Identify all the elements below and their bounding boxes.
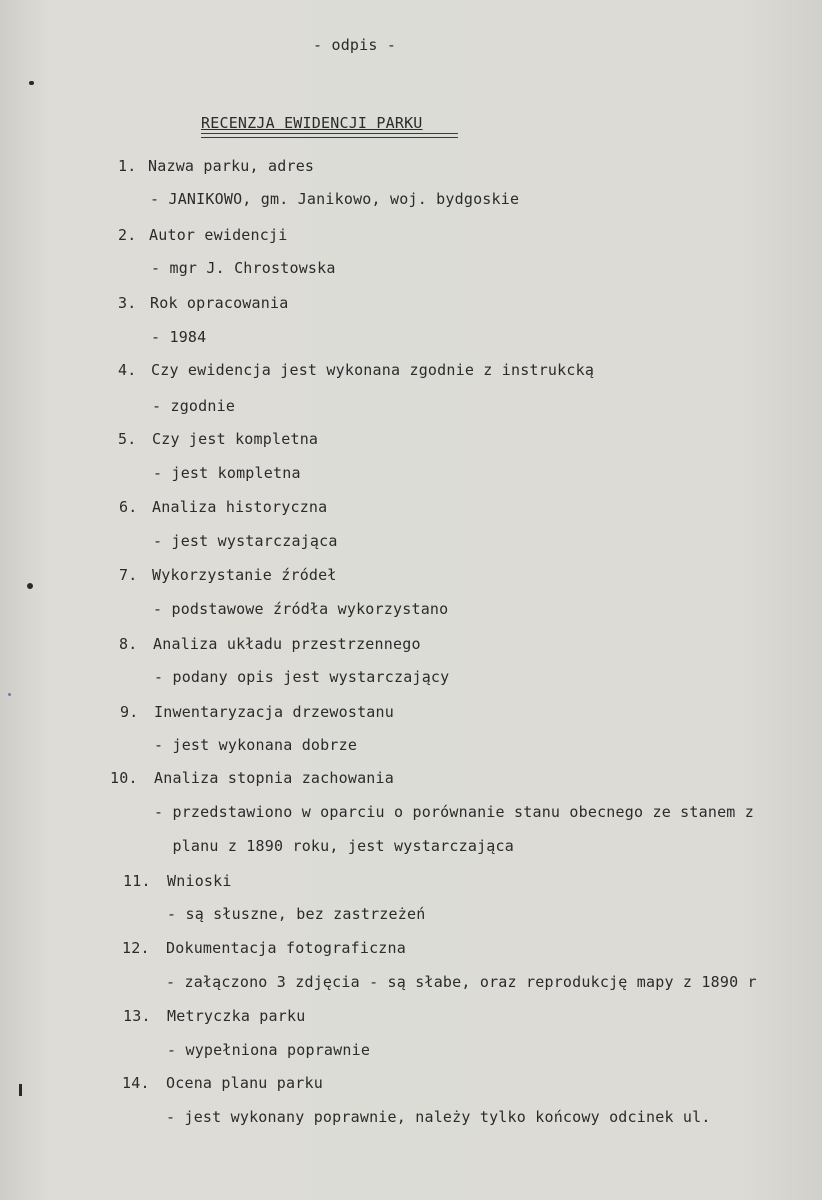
item-answer: - jest wykonana dobrze [154, 736, 358, 754]
item-number: 11. [123, 872, 151, 890]
item-question: Czy jest kompletna [152, 430, 319, 448]
item-question: Analiza historyczna [152, 498, 328, 516]
item-answer: - przedstawiono w oparciu o porównanie stanu obecnego ze stanem z [154, 803, 754, 821]
item-answer: - jest kompletna [153, 464, 301, 482]
document-title: RECENZJA EWIDENCJI PARKU [201, 114, 423, 132]
item-number: 8. [119, 635, 138, 653]
document-header: - odpis - [313, 36, 397, 54]
item-number: 13. [123, 1007, 151, 1025]
item-question: Metryczka parku [167, 1007, 306, 1025]
item-question: Dokumentacja fotograficzna [166, 939, 406, 957]
item-question: Czy ewidencja jest wykonana zgodnie z instrukcką [151, 361, 595, 379]
item-question: Inwentaryzacja drzewostanu [154, 703, 394, 721]
item-answer-continuation: planu z 1890 roku, jest wystarczająca [154, 837, 514, 855]
item-question: Ocena planu parku [166, 1074, 323, 1092]
item-number: 12. [122, 939, 150, 957]
item-question: Analiza układu przestrzennego [153, 635, 421, 653]
title-double-underline [201, 133, 458, 138]
item-number: 1. [118, 157, 137, 175]
item-number: 7. [119, 566, 138, 584]
margin-speck [27, 583, 33, 589]
item-answer: - wypełniona poprawnie [167, 1041, 371, 1059]
item-answer: - podstawowe źródła wykorzystano [153, 600, 449, 618]
item-number: 14. [122, 1074, 150, 1092]
item-answer: - JANIKOWO, gm. Janikowo, woj. bydgoskie [150, 190, 520, 208]
item-answer: - 1984 [151, 328, 207, 346]
item-number: 4. [118, 361, 137, 379]
margin-speck [8, 693, 11, 696]
item-number: 6. [119, 498, 138, 516]
item-answer: - mgr J. Chrostowska [151, 259, 336, 277]
item-number: 10. [110, 769, 138, 787]
item-answer: - są słuszne, bez zastrzeżeń [167, 905, 426, 923]
item-number: 5. [118, 430, 137, 448]
margin-speck [29, 81, 34, 85]
item-number: 3. [118, 294, 137, 312]
item-number: 2. [118, 226, 137, 244]
item-question: Autor ewidencji [149, 226, 288, 244]
item-number: 9. [120, 703, 139, 721]
item-question: Analiza stopnia zachowania [154, 769, 394, 787]
item-question: Rok opracowania [150, 294, 289, 312]
item-answer: - jest wystarczająca [153, 532, 338, 550]
item-question: Wnioski [167, 872, 232, 890]
item-answer: - zgodnie [152, 397, 236, 415]
item-question: Nazwa parku, adres [148, 157, 315, 175]
item-answer: - jest wykonany poprawnie, należy tylko końcowy odcinek ul. [166, 1108, 711, 1126]
margin-speck [19, 1084, 22, 1096]
item-question: Wykorzystanie źródeł [152, 566, 337, 584]
item-answer: - podany opis jest wystarczający [154, 668, 450, 686]
item-answer: - załączono 3 zdjęcia - są słabe, oraz reprodukcję mapy z 1890 r [166, 973, 757, 991]
